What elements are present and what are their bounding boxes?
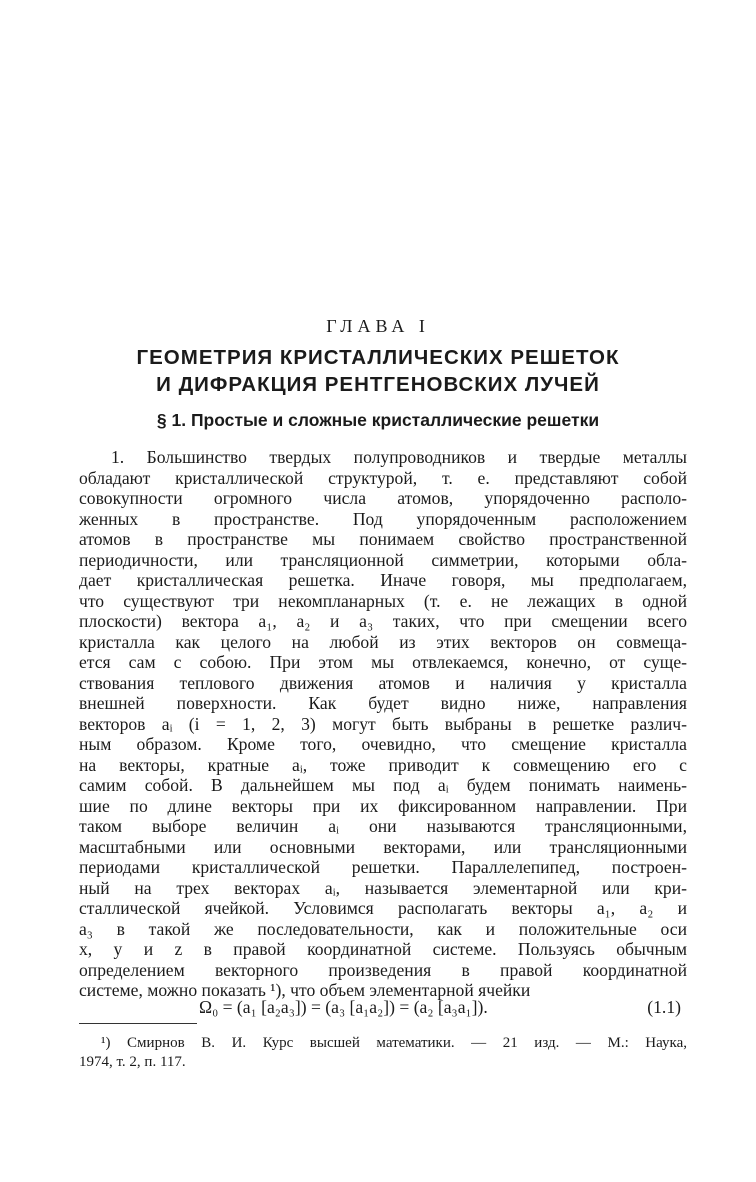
chapter-title-line-2: И ДИФРАКЦИЯ РЕНТГЕНОВСКИХ ЛУЧЕЙ [156,373,600,396]
text-line: плоскости) вектора a₁, a₂ и a₃ таких, что при смещении всего [79,611,687,631]
equation-1-1 [79,995,687,1019]
text-line: обладают кристаллической структурой, т. е. представляют собой [79,467,687,488]
text-line: самим собой. В дальнейшем мы под aᵢ будем понимать наимень- [79,775,687,795]
chapter-title [0,344,756,398]
text-line: кристалла как целого на любой из этих векторов он совмеща- [79,631,687,652]
equation-expression: Ω₀ = (a₁ [a₂a₃]) = (a₃ [a₁a₂]) = (a₂ [a₃a₁]). [199,997,488,1017]
chapter-title-line-1: ГЕОМЕТРИЯ КРИСТАЛЛИЧЕСКИХ РЕШЕТОК [136,346,620,369]
chapter-label: ГЛАВА I [326,316,430,336]
footnote-line-2: 1974, т. 2, п. 117. [79,1054,186,1070]
section-heading: § 1. Простые и сложные кристаллические решетки [156,410,600,430]
text-line: что существуют три некомпланарных (т. е. не лежащих в одной [79,590,687,611]
text-line: a₃ в такой же последовательности, как и положительные оси [79,918,687,939]
text-line: дает кристаллическая решетка. Иначе говоря, мы предполагаем, [79,570,687,590]
text-line: масштабными или основными векторами, или трансляционными [79,836,687,857]
paragraph [79,447,687,1001]
equation-number: (1.1) [647,997,681,1017]
footnote-divider [79,1023,197,1024]
text-line: атомов в пространстве мы понимаем свойство пространственной [79,529,687,549]
text-line: ется сам с собою. При этом мы отвлекаемся, конечно, от суще- [79,652,687,672]
text-line: периодичности, или трансляционной симметрии, которыми обла- [79,549,687,570]
footnote [79,1034,687,1072]
text-line: ным образом. Кроме того, очевидно, что смещение кристалла [79,734,687,754]
text-line: системе, можно показать ¹), что объем элементарной ячейки [79,980,531,1000]
text-line: шие по длине векторы при их фиксированном направлении. При [79,795,687,816]
text-line: сталлической ячейкой. Условимся располагать векторы a₁, a₂ и [79,898,687,918]
text-line: таком выборе величин aᵢ они называются трансляционными, [79,816,687,836]
text-line: x, y и z в правой координатной системе. Пользуясь обычным [79,939,687,959]
text-line: на векторы, кратные aᵢ, тоже приводит к совмещению его с [79,754,687,775]
text-line: женных в пространстве. Под упорядоченным расположением [79,508,687,529]
text-line: определением векторного произведения в правой координатной [79,959,687,980]
text-line: 1. Большинство твердых полупроводников и твердые металлы [111,447,687,467]
text-line: совокупности огромного числа атомов, упорядоченно располо- [79,488,687,508]
footnote-line-1: ¹) Смирнов В. И. Курс высшей математики. — 21 изд. — М.: Наука, [101,1035,687,1051]
text-line: периодами кристаллической решетки. Параллелепипед, построен- [79,857,687,877]
text-line: ный на трех векторах aᵢ, называется элементарной или кри- [79,877,687,898]
text-line: внешней поверхности. Как будет видно ниже, направления [79,693,687,713]
text-line: векторов aᵢ (i = 1, 2, 3) могут быть выбраны в решетке различ- [79,713,687,734]
text-line: ствования теплового движения атомов и наличия у кристалла [79,672,687,693]
